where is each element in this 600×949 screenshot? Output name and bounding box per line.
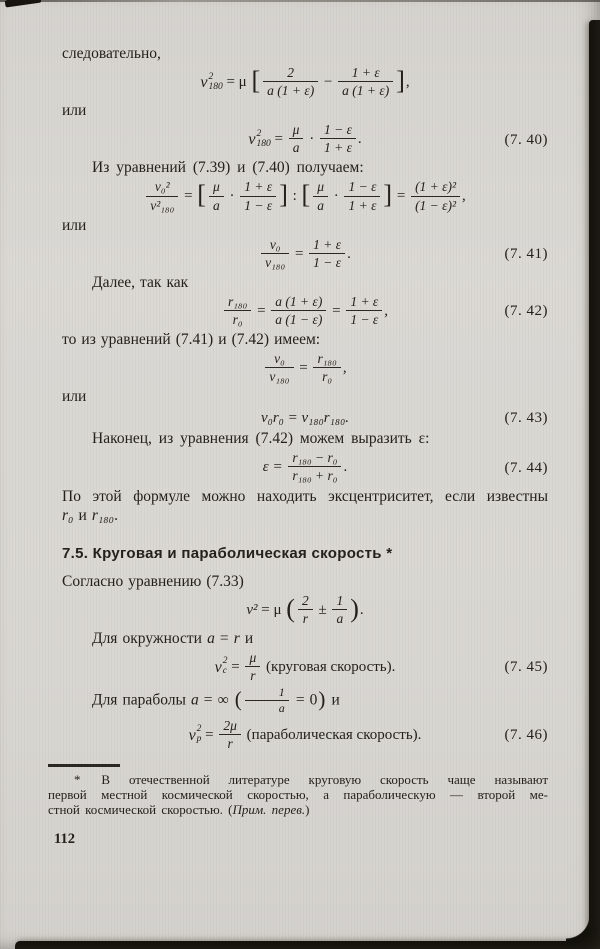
scan-corner-mark	[5, 0, 42, 7]
equation-7-42	[62, 295, 548, 328]
paragraph-eccentricity-note-line2: r₀ и r₁₈₀.	[62, 506, 118, 524]
footnote-rule	[48, 764, 120, 767]
footnote-line-2: первой местной космической скоростью, а параболическую — второй ме-	[48, 786, 548, 802]
footnote-text: )	[305, 801, 310, 817]
equation-number-7-44: (7. 44)	[504, 459, 548, 476]
footnote-line-1	[48, 772, 548, 787]
math-expression: $\frac{\text{v₀²}}{\text{v²₁₈₀}}$ = [ $\frac{\mu}{a}$ · $\frac{1 + \varepsilon}{1 - \varepsilon}$ ] : [ $\frac{\mu}{a}$ · $\frac{1 - \varepsilon}{1 + \varepsilon}$ ] = $\frac{\text{(1 + ε)²}}{\text{(1 − ε)²}}$ ,	[144, 188, 466, 204]
math-expression: v₀r₀ = v₁₈₀r₁₈₀.	[260, 410, 350, 427]
section-heading: 7.5. Круговая и параболическая скорость *	[62, 544, 393, 562]
scan-bottom-edge	[15, 941, 600, 949]
equation-7-40	[62, 123, 548, 156]
footnote-translator-note: Прим. перев.	[232, 801, 306, 817]
math-expression: v² = μ ( $\frac{2}{r}$ ± $\frac{1}{a}$ ).	[246, 592, 364, 626]
footnote-line-3	[48, 802, 548, 817]
math-expression: ε = $\frac{\text{r₁₈₀ − r₀}}{\text{r₁₈₀ + r₀}}$ .	[262, 450, 348, 484]
paragraph-circle-condition: Для окружности a = r и	[92, 629, 254, 647]
scan-right-edge	[589, 20, 600, 949]
math-expression: v 2 c = $\frac{\mu}{r}$ (круговая скорость).	[214, 649, 396, 683]
paragraph-then-from: то из уравнений (7.41) и (7.42) имеем:	[62, 331, 321, 349]
math-expression: $\frac{\text{v₀}}{\text{v₁₈₀}}$ = $\frac{\text{r₁₈₀}}{\text{r₀}}$ ,	[263, 360, 346, 376]
equation-ratio-squares	[62, 180, 548, 213]
math-expression: v 2 p = $\frac{2\mu}{r}$ (параболическая скорость).	[188, 717, 422, 751]
math-expression: $\frac{\text{r₁₈₀}}{\text{r₀}}$ = $\frac{a (1 + \varepsilon)}{a (1 - \varepsilon)}$ = $\frac{1 + \varepsilon}{1 - \varepsilon}$ ,	[222, 303, 388, 319]
intro-line: следовательно,	[62, 45, 161, 62]
paragraph-further: Далее, так как	[92, 273, 189, 291]
equation-number-7-40: (7. 40)	[504, 131, 548, 148]
connector-or-2: или	[62, 216, 87, 234]
footnote-text: стной космической скоростью. (	[48, 801, 233, 817]
page-number: 112	[54, 830, 75, 847]
paragraph-finally: Наконец, из уравнения (7.42) можем выразить ε:	[92, 430, 430, 448]
footnote-text: В отечественной литературе круговую скорость чаще называют	[101, 771, 549, 787]
equation-velocity-radius-ratio	[62, 352, 548, 385]
math-expression: v 2 180 = $\frac{\mu}{a}$ · $\frac{1 - \varepsilon}{1 + \varepsilon}$ .	[248, 122, 362, 156]
connector-or-1: или	[62, 102, 87, 120]
page-content	[48, 44, 549, 848]
paragraph-according: Согласно уравнению (7.33)	[62, 572, 244, 590]
connector-or-3: или	[62, 388, 87, 406]
equation-number-7-43: (7. 43)	[504, 410, 548, 427]
paragraph-from-equations: Из уравнений (7.39) и (7.40) получаем:	[92, 159, 364, 177]
equation-7-45	[62, 651, 548, 684]
footnote-marker: *	[74, 771, 83, 787]
math-expression: v 2 180 = μ [ $\frac{2}{a (1 + \varepsilon)}$ − $\frac{1 + \varepsilon}{a (1 + \varepsilon)}$ ],	[200, 65, 410, 99]
equation-vis-viva	[62, 594, 548, 627]
equation-number-7-46: (7. 46)	[504, 727, 548, 744]
equation-number-7-45: (7. 45)	[504, 659, 548, 676]
equation-number-7-41: (7. 41)	[504, 246, 548, 263]
equation-7-44	[62, 451, 548, 484]
equation-v180-expanded	[62, 66, 548, 99]
math-expression: $\frac{\text{v₀}}{\text{v₁₈₀}}$ = $\frac{1 + \varepsilon}{1 - \varepsilon}$ .	[259, 246, 351, 262]
equation-number-7-42: (7. 42)	[504, 303, 548, 320]
paragraph-parabola-condition: Для параболы a = ∞ ( $\frac{1}{a}$ = 0) и	[92, 684, 340, 716]
equation-7-41	[62, 238, 548, 271]
equation-7-46	[62, 719, 548, 752]
scan-bottom-right-corner	[566, 915, 600, 949]
scan-top-edge	[0, 0, 600, 2]
paragraph-eccentricity-note: По этой формуле можно находить эксцентриситет, если известны	[62, 487, 548, 505]
equation-7-43	[62, 409, 548, 427]
